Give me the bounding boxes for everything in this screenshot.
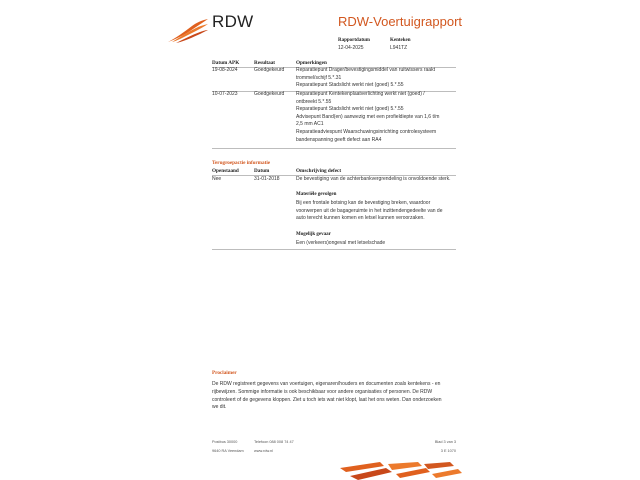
brand-name: RDW bbox=[212, 12, 254, 31]
disclaimer-text bbox=[212, 381, 462, 412]
decorative-stripes-icon bbox=[340, 462, 464, 480]
footer-phone: Telefoon 088 008 74 47 bbox=[254, 440, 294, 444]
disclaimer-line: we dit. bbox=[212, 404, 227, 411]
footer-website[interactable]: www.rdw.nl bbox=[254, 449, 273, 453]
remark-line: bandenspanning geeft defect aan RA4 bbox=[296, 136, 382, 143]
recall-col-date: Datum bbox=[254, 168, 270, 174]
apk-col-date: Datum APK bbox=[212, 60, 240, 66]
apk-row-2-result: Goedgekeurd bbox=[254, 91, 285, 97]
footer-po-box: Postbus 30000 bbox=[212, 440, 238, 444]
apk-row-2-date: 10-07-2023 bbox=[212, 91, 238, 97]
footer-city: 9640 RA Veendam bbox=[212, 449, 244, 453]
disclaimer-line: controleert of de gegevens kloppen. Ziet u toch iets wat niet klopt, laat het ons weten. Dan onderzoeken bbox=[212, 396, 442, 403]
apk-col-result: Resultaat bbox=[254, 60, 276, 66]
recall-date-value: 31-01-2018 bbox=[254, 176, 280, 182]
remark-line: Reparatiepunt Drager/bevestigingsmiddel van ruitwissers raakt bbox=[296, 67, 435, 73]
apk-col-remarks: Opmerkingen bbox=[296, 60, 327, 66]
recall-bottom-rule bbox=[212, 249, 456, 250]
disclaimer-line: De RDW registreert gegevens van voertuigen, eigenaren/houders en documenten zoals kentekens - en bbox=[212, 381, 441, 387]
rdw-logo-icon bbox=[166, 18, 210, 44]
damage-line: Bij een frontale botsing kan de bevestiging breken, waardoor bbox=[296, 200, 431, 206]
apk-bottom-rule bbox=[212, 148, 456, 149]
apk-row-1-remarks bbox=[296, 67, 460, 90]
disclaimer-title: Proclaimer bbox=[212, 370, 237, 376]
damage-line: auto terecht kunnen komen en letsel kunnen veroorzaken. bbox=[296, 215, 425, 222]
damage-text bbox=[296, 200, 460, 223]
danger-title: Mogelijk gevaar bbox=[296, 232, 331, 237]
damage-title: Materiële gevolgen bbox=[296, 192, 337, 197]
remark-line: Reparatiepunt Stadslicht werkt niet (goed) 5.*.55 bbox=[296, 82, 404, 89]
apk-row-2-remarks bbox=[296, 91, 460, 144]
footer-code: 3 E 1070 bbox=[440, 449, 456, 453]
recall-col-description: Omschrijving defect bbox=[296, 168, 342, 174]
remark-line: Advisepunt Band(en) aanwezig met een profieldiepte van 1,6 t/m bbox=[296, 113, 440, 120]
recall-col-open: Openstaand bbox=[212, 168, 239, 174]
report-date-label: Rapportdatum bbox=[338, 38, 370, 43]
remark-line: Reparatiepunt Kentekenplaatverlichting werkt niet (goed) / bbox=[296, 91, 425, 97]
remark-line: 2,5 mm AC1 bbox=[296, 121, 324, 128]
remark-line: ontbreekt 5.*.55 bbox=[296, 98, 332, 105]
plate-label: Kenteken bbox=[390, 38, 411, 43]
plate-value: L941TZ bbox=[390, 45, 408, 51]
recall-description: De bevestiging van de achterbankvergrendeling is onvoldoende sterk. bbox=[296, 176, 451, 182]
report-title: RDW-Voertuigrapport bbox=[338, 14, 463, 29]
danger-text: Een (verkeers)ongeval met letselschade bbox=[296, 240, 386, 246]
remark-line: Reparatiepunt Stadslicht werkt niet (goed) 5.*.55 bbox=[296, 106, 404, 113]
recall-open-value: Nee bbox=[212, 176, 222, 182]
damage-line: voorwerpen uit de bagageruimte in het inzittendengedeelte van de bbox=[296, 207, 443, 214]
report-date-value: 12-04-2025 bbox=[338, 45, 364, 51]
disclaimer-line: rijbewijzen. Sommige informatie is ook beschikbaar voor andere organisaties of personen. De RDW bbox=[212, 388, 433, 395]
apk-row-1-date: 19-08-2024 bbox=[212, 67, 238, 73]
remark-line: trommel/schijf 5.*.31 bbox=[296, 74, 342, 81]
recall-section-title: Terugroepactie informatie bbox=[212, 160, 271, 166]
apk-row-1-result: Goedgekeurd bbox=[254, 67, 285, 73]
footer-page: Blad 3 van 3 bbox=[434, 440, 456, 444]
remark-line: Reparatieadviespunt Waarschuwingsinrichting controlesysteem bbox=[296, 128, 437, 135]
